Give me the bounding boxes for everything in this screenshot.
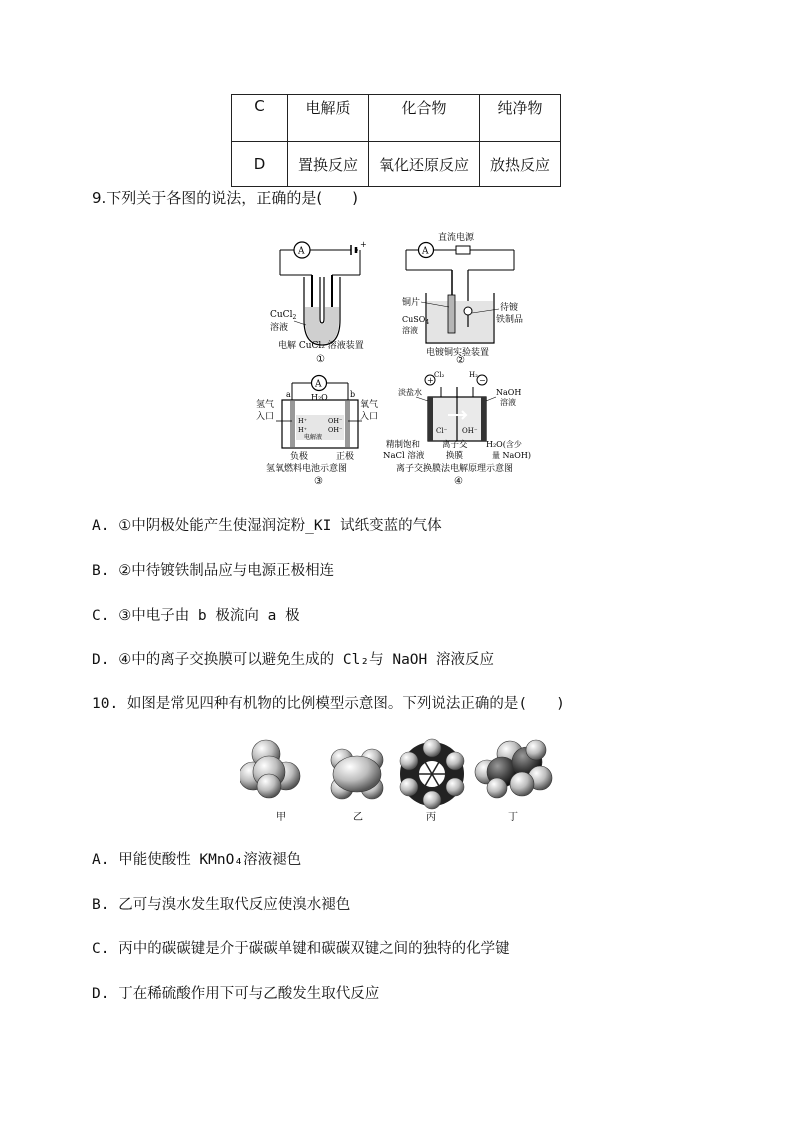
table-cell: 置换反应 (288, 142, 369, 187)
dc-power-label: 直流电源 (438, 233, 475, 243)
benzene-model (400, 739, 464, 809)
positive-electrode-label: 正极 (336, 452, 355, 462)
label-a: a (286, 390, 291, 399)
naoh-label-1: NaOH (496, 388, 522, 397)
figure-4-number: ④ (454, 476, 463, 487)
svg-text:+: + (360, 240, 367, 249)
h-plus-label-2: H⁺ (298, 426, 308, 434)
table-cell: D (232, 142, 288, 187)
question-10-figure (240, 732, 560, 827)
iron-item-label-2: 铁制品 (496, 315, 524, 325)
classification-table (231, 94, 561, 187)
question-9-option-d: D. ④中的离子交换膜可以避免生成的 Cl₂与 NaOH 溶液反应 (92, 652, 494, 668)
feed-label-2: NaCl 溶液 (383, 451, 425, 461)
question-9-option-b: B. ②中待镀铁制品应与电源正极相连 (92, 563, 335, 579)
cuso4-label: CuSO$_4$ (402, 315, 430, 326)
question-10-option-d: D. 丁在稀硫酸作用下可与乙酸发生取代反应 (92, 986, 380, 1002)
ethanol-model (475, 740, 552, 798)
label-ding: 丁 (508, 812, 518, 823)
table-cell: 放热反应 (480, 142, 561, 187)
feed-label-1: 精制饱和 (386, 440, 421, 450)
ammeter-label: A (315, 379, 322, 390)
oxygen-inlet-label-1: 氧气 (360, 400, 379, 410)
ammeter-label: A (422, 246, 429, 257)
oh-minus-label: OH⁻ (328, 417, 343, 425)
question-9-figure (256, 225, 556, 487)
question-10-option-a: A. 甲能使酸性 KMnO₄溶液褪色 (92, 852, 302, 868)
hydrogen-inlet-label-2: 入口 (256, 412, 275, 422)
membrane-label-1: 离子交 (442, 440, 468, 450)
oh-minus-label-2: OH⁻ (328, 426, 343, 434)
hydrogen-inlet-label-1: 氢气 (256, 400, 275, 410)
naoh-label-2: 溶液 (500, 398, 516, 407)
question-10-option-b: B. 乙可与溴水发生取代反应使溴水褪色 (92, 897, 351, 913)
label-bing: 丙 (426, 812, 436, 823)
h-plus-label: H⁺ (298, 417, 308, 425)
figure-4-caption: 离子交换膜法电解原理示意图 (396, 464, 514, 474)
figure-1-caption: 电解 CuCl₂ 溶液装置 (278, 341, 364, 351)
plus-label: + (427, 376, 434, 385)
figure-ion-exchange-electrolysis (383, 371, 531, 487)
ethylene-model (331, 749, 383, 799)
label-yi: 乙 (353, 812, 363, 823)
cuso4-solution-label: 溶液 (402, 326, 418, 335)
question-10-stem: 10. 如图是常见四种有机物的比例模型示意图。下列说法正确的是( ) (92, 696, 565, 712)
cucl2-label: CuCl$_2$ (270, 310, 297, 321)
table-row (232, 95, 561, 142)
minus-label: − (479, 376, 486, 385)
cl2-label: Cl₂ (434, 371, 445, 379)
figure-3-number: ③ (314, 476, 323, 487)
figure-electrolysis-cucl2 (270, 240, 367, 365)
water-feed-label-1: H₂O(含少 (486, 440, 522, 449)
methane-model (240, 740, 300, 798)
figure-2-number: ② (456, 355, 465, 366)
h2-label: H₂ (469, 371, 478, 379)
oh-ion-label: OH⁻ (462, 427, 478, 435)
cl-ion-label: Cl⁻ (436, 427, 448, 435)
oxygen-inlet-label-2: 入口 (360, 412, 379, 422)
table-cell: 氧化还原反应 (369, 142, 480, 187)
iron-item-label-1: 待镀 (500, 303, 519, 313)
question-9-option-c: C. ③中电子由 b 极流向 a 极 (92, 608, 300, 624)
water-feed-label-2: 量 NaOH) (492, 451, 531, 460)
table-row (232, 142, 561, 187)
electrolyte-label: 电解液 (304, 434, 323, 441)
figure-1-number: ① (316, 354, 325, 365)
figure-2-caption: 电镀铜实验装置 (426, 348, 490, 358)
table-cell: C (232, 95, 288, 142)
negative-electrode-label: 负极 (290, 452, 309, 462)
table-cell: 电解质 (288, 95, 369, 142)
cucl2-solution-label: 溶液 (270, 323, 289, 333)
question-9-option-a: A. ①中阴极处能产生使湿润淀粉_KI 试纸变蓝的气体 (92, 518, 442, 534)
figure-copper-plating (402, 231, 523, 366)
label-jia: 甲 (276, 812, 286, 823)
table-cell: 化合物 (369, 95, 480, 142)
ammeter-label: A (298, 246, 305, 257)
figure-hydrogen-fuel-cell (256, 376, 378, 488)
dilute-brine-label: 淡盐水 (398, 388, 422, 397)
figure-3-caption: 氢氧燃料电池示意图 (266, 464, 348, 474)
water-label: H₂O (311, 393, 328, 402)
table-cell: 纯净物 (480, 95, 561, 142)
membrane-label-2: 换膜 (446, 451, 464, 461)
question-10-option-c: C. 丙中的碳碳键是介于碳碳单键和碳碳双键之间的独特的化学键 (92, 941, 510, 957)
copper-sheet-label: 铜片 (402, 298, 421, 308)
label-b: b (350, 390, 356, 399)
question-9-stem: 9.下列关于各图的说法，正确的是( ) (92, 189, 359, 207)
